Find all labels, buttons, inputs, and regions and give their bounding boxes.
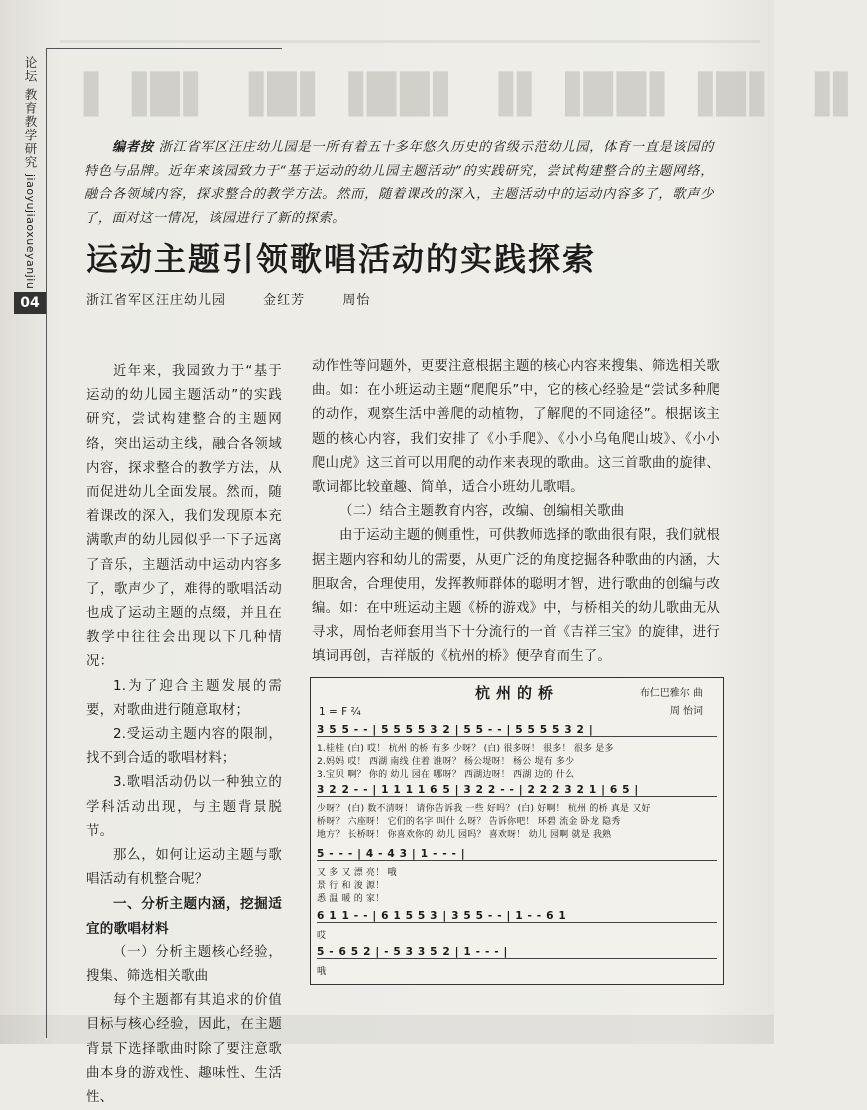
print-smudge [60, 40, 760, 43]
editor-note-lead: 编者按 [112, 140, 154, 155]
score-lyrics: 2.妈妈 哎！ 西湖 南线 住着 谁呀？ 杨公堤呀！ 杨公 堤有 多少 [317, 757, 575, 767]
score-lyrics: 1.桂桂 (白) 哎！ 杭州 的桥 有多 少呀？ (白) 很多呀！ 很多！ 很多 是多 [317, 744, 614, 754]
section-label-text: 论坛 教育教学研究 [23, 56, 38, 169]
section-heading: 一、分析主题内涵，挖掘适宜的歌唱材料 [86, 896, 282, 937]
section-label [20, 56, 40, 289]
score-notes: 3 2 2 - - | 1 1 1 1 6 5 | 3 2 2 - - | 2 2 2 3 2 1 | 6 5 | [317, 784, 717, 797]
section-label-latin: jiaoyujiaoxueyanjiu [24, 173, 37, 290]
top-rule [46, 48, 282, 49]
score-lyrics: 少呀？ (白) 数不清呀！ 请你告诉我 一些 好吗？ (白) 好啊！ 杭州 的桥 真是 又好 [317, 804, 651, 814]
right-column [312, 355, 720, 670]
paragraph: 每个主题都有其追求的价值目标与核心经验，因此，在主题背景下选择歌曲时除了要注意歌曲本身的游戏性、趣味性、生活性、 [86, 993, 282, 1106]
score-lyrics: 哎 [317, 931, 327, 941]
score-notes: 5 - 6 5 2 | - 5 3 3 5 2 | 1 - - - | [317, 946, 717, 959]
paragraph: 近年来，我园致力于“基于运动的幼儿园主题活动”的实践研究，尝试构建整合的主题网络，突出运动主线，融合各领域内容，探求整合的教学方法，从而促进幼儿全面发展。然而，随着课改的深入，我们发现原本充满歌声的幼儿园似乎一下子远离了音乐，主题活动中运动内容多了，歌声少了，难得的歌唱活动也成了运动主题的点缀，并且在教学中往往会出现以下几种情况： [86, 364, 282, 670]
list-item: 1.为了迎合主题发展的需要，对歌曲进行随意取材； [86, 678, 282, 718]
list-item: 3.歌唱活动仍以一种独立的学科活动出现，与主题背景脱节。 [86, 775, 282, 839]
score-composer: 布仁巴雅尔 曲 [639, 688, 703, 699]
institution: 浙江省军区汪庄幼儿园 [86, 293, 227, 308]
score-lyrics: 地方？ 长桥呀！ 你喜欢你的 幼儿 园吗？ 喜欢呀！ 幼儿 园啊 就是 我熟 [317, 830, 612, 840]
score-lyrics: 景 行 和 浚 源！ [317, 881, 385, 891]
author-1: 金红芳 [263, 293, 306, 308]
page-number: 04 [14, 292, 46, 314]
editor-note-text: 浙江省军区汪庄幼儿园是一所有着五十多年悠久历史的省级示范幼儿园，体育一直是该园的特色与品牌。近年来该园致力于“基于运动的幼儿园主题活动”的实践研究，尝试构建整合的主题网络，融合各领域内容，探求整合的教学方法。然而，随着课改的深入，主题活动中的运动内容多了，歌声少了，面对这一情况，该园进行了新的探索。 [84, 140, 714, 226]
score-lyricist: 周 怡词 [669, 706, 703, 717]
score-lyrics: 又 多 又 漂 亮！ 哦 [317, 868, 397, 878]
author-2: 周怡 [342, 293, 371, 308]
score-notes: 5 - - - | 4 - 4 3 | 1 - - - | [317, 848, 717, 861]
score-lyrics: 悉 温 暖 的 家！ [317, 894, 385, 904]
editor-note [84, 136, 714, 230]
subsection-heading: （一）分析主题核心经验，搜集、筛选相关歌曲 [86, 944, 282, 985]
list-item: 2.受运动主题内容的限制，找不到合适的歌唱材料； [86, 727, 282, 767]
subsection-heading: （二）结合主题教育内容，改编、创编相关歌曲 [339, 504, 625, 520]
score-lyrics: 桥呀？ 六座呀！ 它们的名字 叫什 么呀？ 告诉你吧！ 环碧 流金 卧龙 隐秀 [317, 817, 621, 827]
margin-rule [46, 48, 47, 1038]
byline [86, 289, 392, 308]
article-title: 运动主题引领歌唱活动的实践探索 [86, 240, 597, 278]
score-lyrics: 3.宝贝 啊？ 你的 幼儿 园在 哪呀？ 西湖边呀！ 西湖 边的 什么 [317, 770, 575, 780]
faded-show-through-text: ▌▐█▌ ▐█▌▐██▌ ▐▌▐██▌▐█▌ ▐▌ [84, 72, 867, 116]
score-notes: 3 5 5 - - | 5 5 5 5 3 2 | 5 5 - - | 5 5 5 5 3 2 | [317, 724, 717, 737]
left-column [86, 360, 282, 1110]
score-title: 杭州的桥 [474, 684, 559, 702]
paragraph: 那么，如何让运动主题与歌唱活动有机整合呢？ [86, 848, 282, 888]
score-lyrics: 哦 [317, 967, 327, 977]
score-notes: 6 1 1 - - | 6 1 5 5 3 | 3 5 5 - - | 1 - - 6 1 [317, 910, 717, 923]
page-bottom-shadow [0, 1015, 774, 1044]
music-score [310, 677, 724, 985]
paragraph: 由于运动主题的侧重性，可供教师选择的歌曲很有限，我们就根据主题内容和幼儿的需要，从更广泛的角度挖掘各种歌曲的内涵，大胆取舍，合理使用，发挥教师群体的聪明才智，进行歌曲的创编与改编。如：在中班运动主题《桥的游戏》中，与桥相关的幼儿歌曲无从寻求，周怡老师套用当下十分流行的一首《吉祥三宝》的旋律，进行填词再创，吉祥版的《杭州的桥》便孕育而生了。 [312, 528, 720, 665]
score-key: 1 = F ²⁄₄ [319, 706, 361, 718]
paragraph: 动作性等问题外，更要注意根据主题的核心内容来搜集、筛选相关歌曲。如：在小班运动主题“爬爬乐”中，它的核心经验是“尝试多种爬的动作，观察生活中善爬的动植物，了解爬的不同途径”。根据该主题的核心内容，我们安排了《小手爬》、《小小乌龟爬山坡》、《小小爬山虎》这三首可以用爬的动作来表现的歌曲。这三首歌曲的旋律、歌词都比较童趣、简单，适合小班幼儿歌唱。 [312, 359, 720, 496]
